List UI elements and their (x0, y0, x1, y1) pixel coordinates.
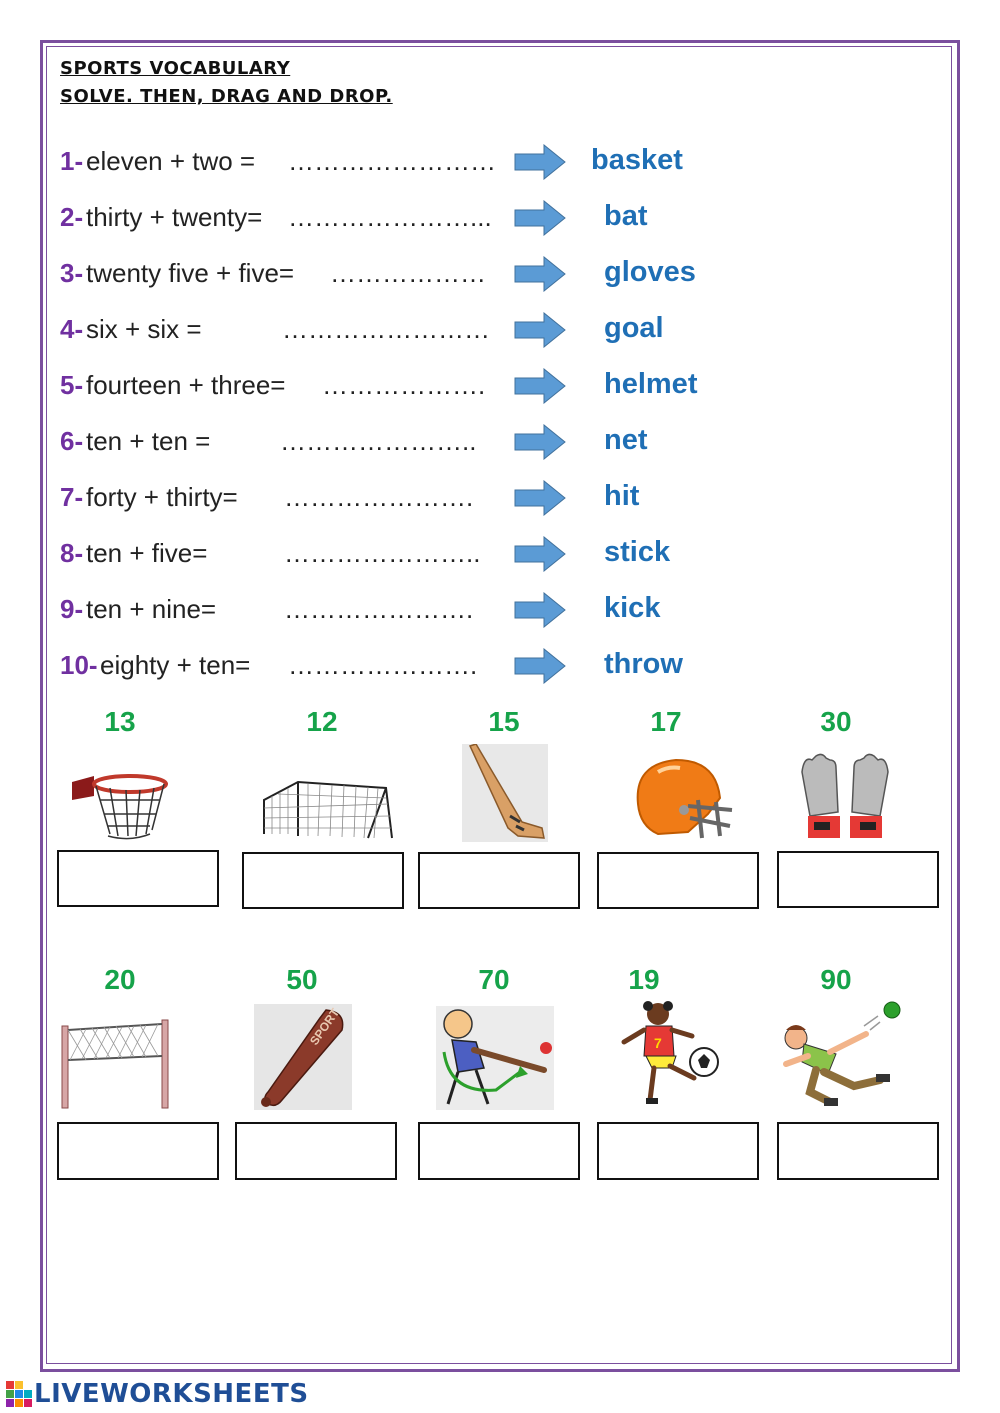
question-number: 9- (60, 594, 84, 624)
answer-dots: …………………… (282, 314, 490, 344)
vocab-word[interactable]: basket (591, 144, 683, 176)
arrow-right-icon (514, 648, 566, 684)
question-row-3 (60, 258, 760, 294)
answer-dots: ………………….. (284, 538, 481, 568)
football-helmet-icon (628, 754, 736, 842)
drop-box[interactable] (57, 850, 219, 907)
question-text: thirty + twenty= (86, 202, 263, 232)
question-row-10 (60, 650, 760, 686)
vocab-word[interactable]: bat (604, 200, 648, 232)
question-text: ten + five= (86, 538, 208, 568)
drop-box[interactable] (57, 1122, 219, 1180)
svg-text:7: 7 (654, 1035, 662, 1051)
question-number: 7- (60, 482, 84, 512)
worksheet-title: SPORTS VOCABULARY (60, 58, 291, 79)
answer-number: 15 (488, 706, 520, 737)
arrow-right-icon (514, 480, 566, 516)
question-row-9 (60, 594, 760, 630)
arrow-right-icon (514, 424, 566, 460)
vocab-word[interactable]: stick (604, 536, 671, 568)
question-number: 3- (60, 258, 84, 288)
vocab-word[interactable]: kick (604, 592, 661, 624)
question-row-7 (60, 482, 760, 518)
arrow-right-icon (514, 536, 566, 572)
answer-dots: …………………. (284, 482, 474, 512)
question-number: 6- (60, 426, 84, 456)
question-text: twenty five + five= (86, 258, 295, 288)
basketball-hoop-icon (70, 770, 170, 842)
question-row-1 (60, 146, 760, 182)
vocab-word[interactable]: gloves (604, 256, 696, 288)
question-text: ten + nine= (86, 594, 217, 624)
drop-box[interactable] (242, 852, 404, 909)
brand-footer (6, 1380, 309, 1408)
arrow-right-icon (514, 592, 566, 628)
liveworksheets-logo-icon (6, 1381, 32, 1407)
svg-text:SPORT: SPORT (306, 1005, 343, 1048)
drop-box[interactable] (235, 1122, 397, 1180)
question-text: ten + ten = (86, 426, 211, 456)
answer-dots: …………………. (284, 594, 474, 624)
answer-number: 17 (650, 706, 682, 737)
drop-box[interactable] (418, 852, 580, 909)
drop-box[interactable] (597, 1122, 759, 1180)
answer-number: 12 (306, 706, 338, 737)
man-throwing-ball-icon (780, 1000, 904, 1110)
arrow-right-icon (514, 144, 566, 180)
answer-number: 70 (478, 964, 510, 995)
question-text: forty + thirty= (86, 482, 238, 512)
answer-number: 20 (104, 964, 136, 995)
drop-box[interactable] (418, 1122, 580, 1180)
question-number: 2- (60, 202, 84, 232)
arrow-right-icon (514, 312, 566, 348)
answer-dots: …………………. (288, 650, 478, 680)
answer-number: 50 (286, 964, 318, 995)
hockey-stick-icon (462, 744, 548, 842)
brand-name: LIVEWORKSHEETS (34, 1379, 309, 1409)
baseball-bat-icon (254, 1004, 352, 1110)
question-row-8 (60, 538, 760, 574)
question-number: 5- (60, 370, 84, 400)
arrow-right-icon (514, 200, 566, 236)
drop-box[interactable] (777, 851, 939, 908)
question-number: 8- (60, 538, 84, 568)
answer-dots: …………………... (288, 202, 492, 232)
answer-dots: ………………….. (280, 426, 477, 456)
answer-number: 90 (820, 964, 852, 995)
vocab-word[interactable]: hit (604, 480, 640, 512)
arrow-right-icon (514, 256, 566, 292)
question-number: 1- (60, 146, 84, 176)
question-number: 4- (60, 314, 84, 344)
answer-dots: ……………… (330, 258, 486, 288)
question-number: 10- (60, 650, 98, 680)
question-text: fourteen + three= (86, 370, 286, 400)
answer-number: 13 (104, 706, 136, 737)
worksheet-instruction: SOLVE. THEN, DRAG AND DROP. (60, 86, 393, 107)
vocab-word[interactable]: throw (604, 648, 683, 680)
volleyball-net-icon (60, 1016, 170, 1110)
question-text: six + six = (86, 314, 202, 344)
answer-dots: ………………. (322, 370, 486, 400)
question-row-4 (60, 314, 760, 350)
question-text: eleven + two = (86, 146, 256, 176)
answer-dots: …………………… (288, 146, 496, 176)
drop-box[interactable] (597, 852, 759, 909)
question-row-5 (60, 370, 760, 406)
goal-net-icon (258, 776, 396, 842)
vocab-word[interactable]: goal (604, 312, 664, 344)
answer-number: 19 (628, 964, 660, 995)
answer-number: 30 (820, 706, 852, 737)
goalkeeper-gloves-icon (796, 752, 894, 842)
question-text: eighty + ten= (100, 650, 251, 680)
arrow-right-icon (514, 368, 566, 404)
question-row-2 (60, 202, 760, 238)
drop-box[interactable] (777, 1122, 939, 1180)
girl-kicking-ball-icon (614, 1000, 722, 1110)
batter-hitting-icon (436, 1006, 554, 1110)
question-row-6 (60, 426, 760, 462)
vocab-word[interactable]: helmet (604, 368, 698, 400)
vocab-word[interactable]: net (604, 424, 648, 456)
